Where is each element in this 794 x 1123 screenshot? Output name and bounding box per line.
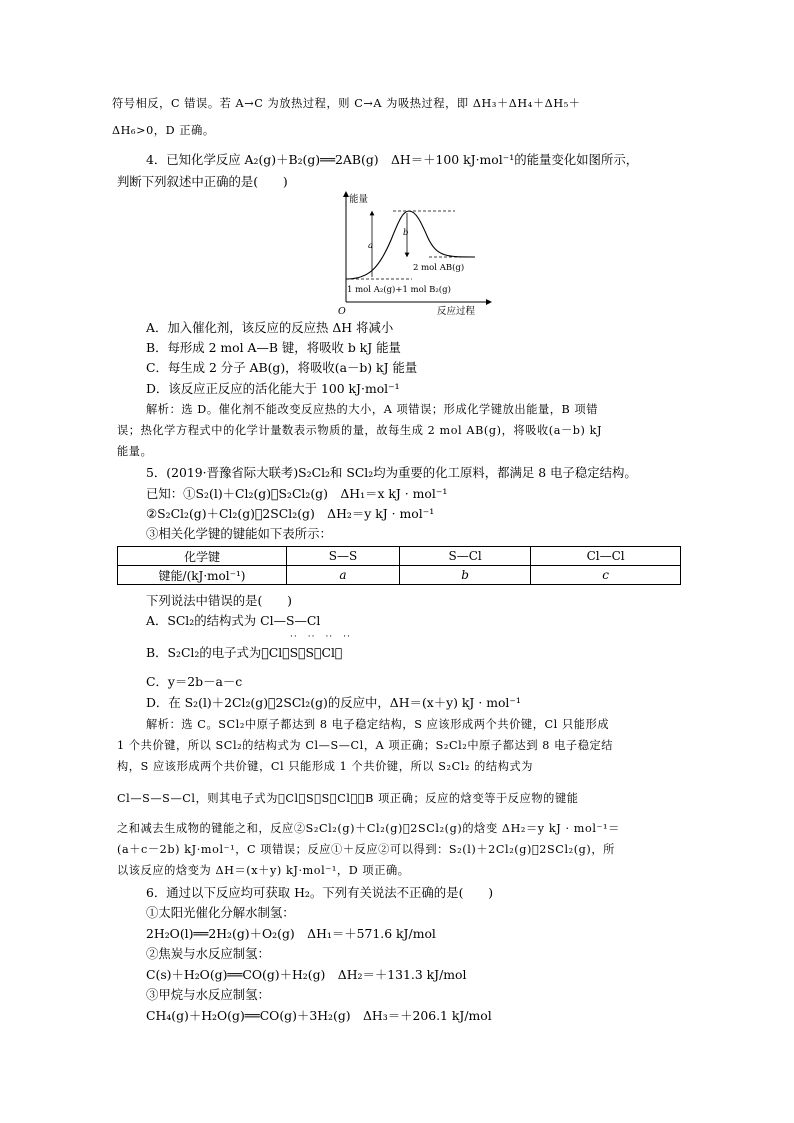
reactant-label: 1 mol A₂(g)+1 mol B₂(g) [347, 285, 451, 295]
origin-label: O [338, 306, 346, 317]
table-cell: S—S [287, 547, 400, 566]
answer-line: 1 个共价键，所以 SCl₂的结构式为 Cl—S—Cl，A 项正确；S₂Cl₂中原子都达到 8 电子稳定结 [117, 739, 614, 752]
label-a: a [368, 241, 374, 251]
text-line: ΔH₆>0，D 正确。 [112, 124, 215, 137]
x-axis-label: 反应过程 [437, 306, 476, 317]
table-cell: S—Cl [399, 547, 530, 566]
reaction-equation: 2H₂O(l)══2H₂(g)＋O₂(g) ΔH₁＝＋571.6 kJ/mol [146, 926, 436, 941]
table-cell: a [287, 566, 400, 585]
question-6-stem: 6．通过以下反应均可获取 H₂。下列有关说法不正确的是( ) [146, 885, 494, 900]
table-cell: c [531, 566, 681, 585]
question-5-prompt: 下列说法中错误的是( ) [146, 593, 292, 608]
table-cell: 化学键 [118, 547, 287, 566]
y-axis-label: 能量 [349, 194, 369, 205]
option-d: D．在 S₂(l)＋2Cl₂(g) 2SCl₂(g)的反应中，ΔH＝(x＋y) kJ · mol⁻¹ [146, 695, 521, 710]
reaction-title: ①太阳光催化分解水制氢： [146, 905, 295, 920]
option-b: B．S₂Cl₂的电子式为 Cl S S Cl  [146, 645, 343, 660]
option-c: C．每生成 2 分子 AB(g)，将吸收(a－b) kJ 能量 [146, 360, 418, 375]
question-4-stem: 4．已知化学反应 A₂(g)＋B₂(g)══2AB(g) ΔH＝＋100 kJ·mol⁻¹的能量变化如图所示， [146, 152, 639, 167]
answer-line: 能量。 [117, 445, 153, 458]
answer-line: (a＋c－2b) kJ·mol⁻¹，C 项错误；反应①＋反应②可以得到：S₂(l)＋2Cl₂(g) 2SCl₂(g)，所 [117, 843, 615, 856]
option-a: A．加入催化剂，该反应的反应热 ΔH 将减小 [146, 320, 394, 335]
answer-line: 解析：选 D。催化剂不能改变反应热的大小，A 项错误；形成化学键放出能量，B 项错 [146, 403, 599, 416]
reaction-title: ②焦炭与水反应制氢： [146, 946, 270, 961]
answer-line: 解析：选 C。SCl₂中原子都达到 8 电子稳定结构，S 应该形成两个共价键，Cl 只能形成 [146, 718, 610, 731]
answer-line: 之和减去生成物的键能之和，反应②S₂Cl₂(g)＋Cl₂(g) 2SCl₂(g)的焓变 ΔH₂＝y kJ · mol⁻¹＝ [117, 822, 620, 835]
table-cell: b [399, 566, 530, 585]
answer-line: 误；热化学方程式中的化学计量数表示物质的量，故每生成 2 mol AB(g)，将吸收(a－b) kJ [117, 424, 603, 437]
table-cell: Cl—Cl [531, 547, 681, 566]
bond-energy-table [117, 546, 681, 585]
energy-diagram [337, 190, 497, 320]
electron-dots: ·· ·· ·· ·· [290, 632, 351, 642]
option-d: D．该反应正反应的活化能大于 100 kJ·mol⁻¹ [146, 381, 400, 396]
question-4-stem: 判断下列叙述中正确的是( ) [117, 174, 288, 189]
known-line: 已知：①S₂(l)＋Cl₂(g) S₂Cl₂(g) ΔH₁＝x kJ · mol⁻¹ [146, 486, 448, 501]
answer-line: 构，S 应该形成两个共价键，Cl 只能形成 1 个共价键，所以 S₂Cl₂ 的结构式为 [117, 760, 534, 773]
label-b: b [403, 228, 409, 238]
text-line: 符号相反，C 错误。若 A→C 为放热过程，则 C→A 为吸热过程，即 ΔH₃＋ΔH₄＋ΔH₅＋ [112, 97, 581, 110]
table-row [118, 566, 681, 585]
product-label: 2 mol AB(g) [413, 263, 465, 273]
table-cell: 键能/(kJ·mol⁻¹) [118, 566, 287, 585]
reaction-equation: CH₄(g)＋H₂O(g)══CO(g)＋3H₂(g) ΔH₃＝＋206.1 kJ/mol [146, 1008, 492, 1023]
known-line: ③相关化学键的键能如下表所示： [146, 526, 332, 541]
option-c: C．y＝2b－a－c [146, 674, 243, 689]
option-a: A．SCl₂的结构式为 Cl—S—Cl [146, 613, 321, 628]
answer-line: 以该反应的焓变为 ΔH＝(x＋y) kJ·mol⁻¹，D 项正确。 [117, 864, 410, 877]
reaction-title: ③甲烷与水反应制氢： [146, 987, 270, 1002]
answer-line: Cl—S—S—Cl，则其电子式为 Cl S S Cl ，B 项正确；反应的焓变等于反应物的键能 [117, 792, 579, 805]
known-line: ②S₂Cl₂(g)＋Cl₂(g) 2SCl₂(g) ΔH₂＝y kJ · mol⁻¹ [146, 506, 435, 521]
reaction-equation: C(s)＋H₂O(g)══CO(g)＋H₂(g) ΔH₂＝＋131.3 kJ/mol [146, 967, 467, 982]
option-b: B．每形成 2 mol A—B 键，将吸收 b kJ 能量 [146, 340, 401, 355]
question-5-stem: 5．(2019·晋豫省际大联考)S₂Cl₂和 SCl₂均为重要的化工原料，都满足 8 电子稳定结构。 [146, 465, 637, 480]
table-header-row [118, 547, 681, 566]
